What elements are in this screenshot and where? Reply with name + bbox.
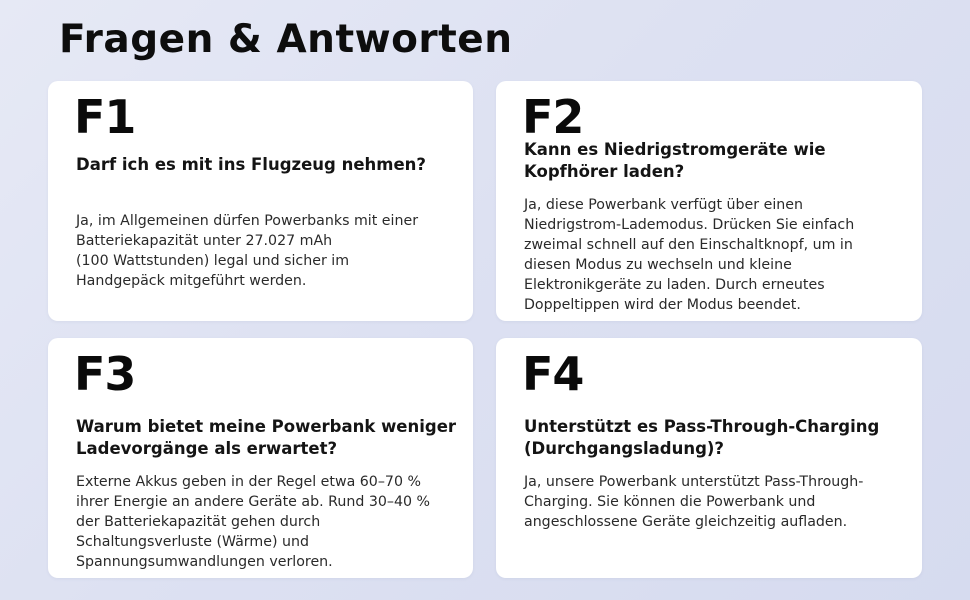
answer-text: Externe Akkus geben in der Regel etwa 60–70 % ihrer Energie an andere Geräte ab. Rund 30–40 % der Batteriekapazität gehen durch Schaltungsverluste (Wärme) und Spannungsumwandlungen verloren. bbox=[76, 474, 431, 570]
question-number: F3 bbox=[74, 347, 136, 401]
page-title: Fragen & Antworten bbox=[59, 17, 513, 62]
answer-text: Ja, diese Powerbank verfügt über einen Niedrigstrom-Lademodus. Drücken Sie einfach zweimal schnell auf den Einschaltknopf, um in diesen Modus zu wechseln und kleine Elektronikgeräte zu laden. Durch erneutes Doppeltippen wird der Modus beendet. bbox=[524, 197, 855, 313]
question-text: Warum bietet meine Powerbank weniger Ladevorgänge als erwartet? bbox=[76, 417, 457, 458]
question-text: Darf ich es mit ins Flugzeug nehmen? bbox=[76, 155, 426, 174]
faq-card-f3 bbox=[48, 338, 473, 578]
question-text: Unterstützt es Pass-Through-Charging (Durchgangsladung)? bbox=[524, 417, 880, 458]
question-number: F1 bbox=[74, 90, 136, 144]
question-number: F2 bbox=[522, 90, 584, 144]
faq-card-f4 bbox=[496, 338, 922, 578]
answer-text: Ja, unsere Powerbank unterstützt Pass-Through- Charging. Sie können die Powerbank und angeschlossene Geräte gleichzeitig aufladen. bbox=[524, 474, 864, 530]
question-text: Kann es Niedrigstromgeräte wie Kopfhörer laden? bbox=[524, 140, 826, 181]
faq-card-f1 bbox=[48, 81, 473, 321]
question-number: F4 bbox=[522, 347, 584, 401]
answer-text: Ja, im Allgemeinen dürfen Powerbanks mit einer Batteriekapazität unter 27.027 mAh (100 Wattstunden) legal und sicher im Handgepäck mitgeführt werden. bbox=[76, 213, 419, 289]
faq-card-f2 bbox=[496, 81, 922, 321]
